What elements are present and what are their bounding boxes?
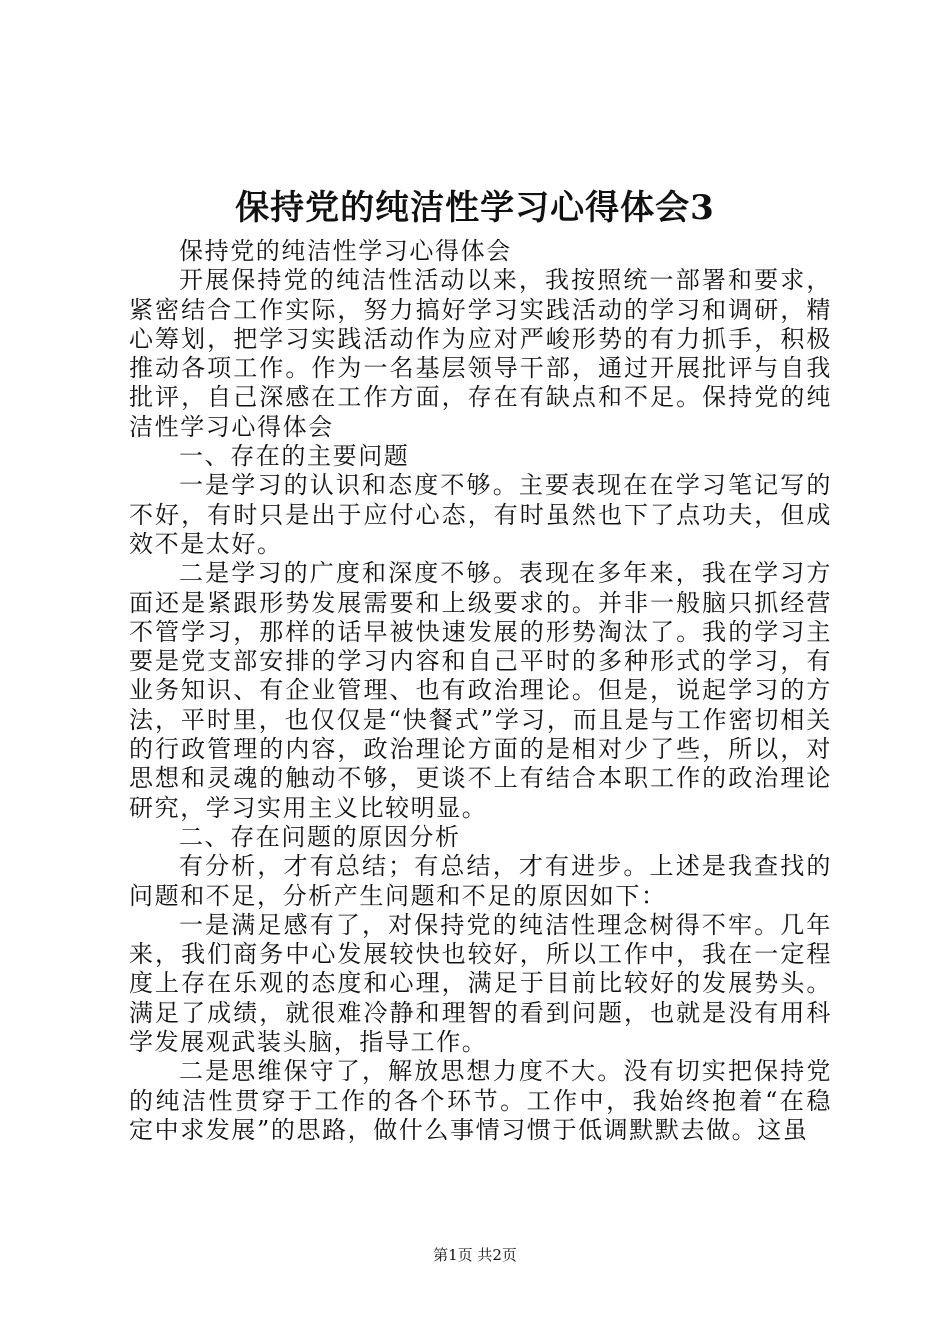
section-heading-cause-analysis: 二、存在问题的原因分析 [179,822,461,851]
paragraph-subtitle: 保持党的纯洁性学习心得体会 [179,237,512,265]
paragraph-intro: 开展保持党的纯洁性活动以来，我按照统一部署和要求，紧密结合工作实际，努力搞好学习实践活动的学习和调研，精心筹划，把学习实践活动作为应对严峻形势的有力抓手，积极推动各项工作。作为一名基层领导干部，通过开展批评与自我批评，自己深感在工作方面，存在有缺点和不足。保持党的纯洁性学习心得体会 [129,266,832,441]
page-number-footer: 第1页 共2页 [433,1246,517,1264]
paragraph-cause-1: 一是满足感有了，对保持党的纯洁性理念树得不牢。几年来，我们商务中心发展较快也较好，所以工作中，我在一定程度上存在乐观的态度和心理，满足于目前比较好的发展势头。满足了成绩，就很难冷静和理智的看到问题，也就是没有用科学发展观武装头脑，指导工作。 [129,910,832,1057]
paragraph-cause-2: 二是思维保守了，解放思想力度不大。没有切实把保持党的纯洁性贯穿于工作的各个环节。工作中，我始终抱着“在稳定中求发展”的思路，做什么事情习惯于低调默默去做。这虽 [129,1057,832,1144]
document-title: 保持党的纯洁性学习心得体会3 [235,188,715,228]
paragraph-problem-2: 二是学习的广度和深度不够。表现在多年来，我在学习方面还是紧跟形势发展需要和上级要求的。并非一般脑只抓经营不管学习，那样的话早被快速发展的形势淘汰了。我的学习主要是党支部安排的学习内容和自己平时的多种形式的学习，有业务知识、有企业管理、也有政治理论。但是，说起学习的方法，平时里，也仅仅是“快餐式”学习，而且是与工作密切相关的行政管理的内容，政治理论方面的是相对少了些，所以，对思想和灵魂的触动不够，更谈不上有结合本职工作的政治理论研究，学习实用主义比较明显。 [129,559,832,822]
paragraph-analysis-intro: 有分析，才有总结；有总结，才有进步。上述是我查找的问题和不足，分析产生问题和不足的原因如下： [129,852,832,910]
paragraph-problem-1: 一是学习的认识和态度不够。主要表现在在学习笔记写的不好，有时只是出于应付心态，有时虽然也下了点功夫，但成效不是太好。 [129,471,832,558]
section-heading-main-problems: 一、存在的主要问题 [179,442,410,471]
document-body [129,237,832,1145]
